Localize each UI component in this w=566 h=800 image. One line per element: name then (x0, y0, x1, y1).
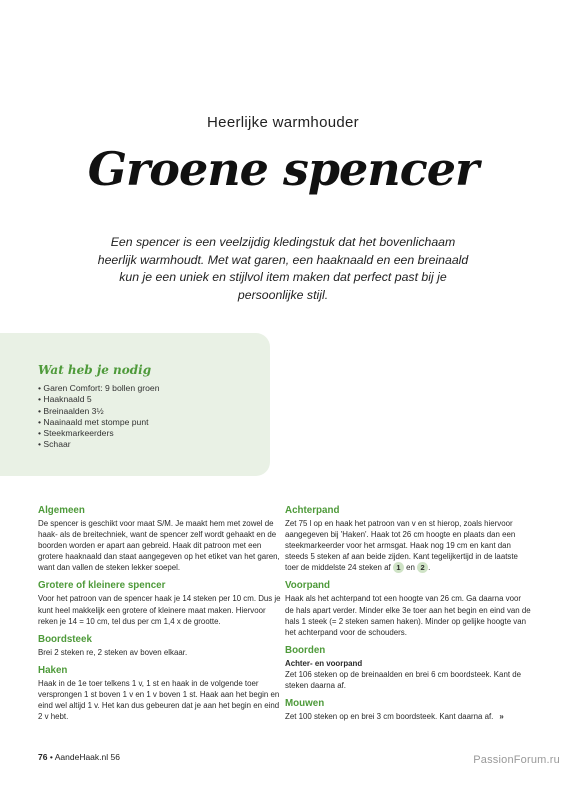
step-badge: 2 (417, 562, 428, 573)
intro-text: Een spencer is een veelzijdig kledingstuk dat het bovenlichaam heerlijk warmhoudt. Met wat garen, een haaknaald en een breinaald kun je een uniek en stijlvol item maken dat perfect past bij je persoonlijke stijl. (97, 235, 469, 302)
footer-separator: • (49, 752, 53, 762)
section-text: Haak in de 1e toer telkens 1 v, 1 st en haak in de volgende toer versprongen 1 st boven 1 v en 1 v boven 1 st. Haak aan het begin en eind wel altijd 1 v. Het kan dus gebeuren dat je aan het begin en eind 2 v hebt. (38, 678, 280, 722)
section-voorpand (285, 580, 531, 637)
section-text (285, 518, 531, 573)
page-title: Groene spencer (87, 142, 479, 196)
section-text (285, 711, 531, 722)
right-column (285, 505, 531, 729)
materials-item: • Breinaalden 3½ (38, 406, 160, 417)
section-heading: Achterpand (285, 505, 340, 516)
section-mouwen (285, 698, 531, 722)
left-column (38, 505, 282, 729)
section-text: De spencer is geschikt voor maat S/M. Je maakt hem met zowel de haak- als de breitechniek, want de spencer zelf wordt gehaakt en de boorden worden er apart aan gebreid. Haak dit patroon met een grotere haaknaald dan staat aangegeven op het etiket van het garen, want dan vallen de steken lekker soepel. (38, 519, 280, 573)
continue-arrow-icon: » (499, 712, 504, 722)
page-footer (38, 752, 120, 762)
materials-item: • Haaknaald 5 (38, 394, 160, 405)
section-subheading: Achter- en voorpand (285, 658, 363, 668)
section-haken (38, 665, 282, 722)
materials-panel (0, 333, 270, 476)
section-text: Haak als het achterpand tot een hoogte van 26 cm. Ga daarna voor de hals apart verder. Minder elke 3e toer aan het begin en eind van de hals 1 steek (= 2 steken samen haken). Minder op gelijke hoogte van het achterpand voor de schouders. (285, 594, 531, 637)
section-heading: Voorpand (285, 580, 330, 592)
page-number: 76 (38, 752, 48, 762)
section-achterpand (285, 505, 531, 573)
badge-joiner: en (406, 563, 415, 573)
materials-item: • Garen Comfort: 9 bollen groen (38, 383, 160, 394)
section-heading: Grotere of kleinere spencer (38, 580, 166, 592)
materials-item: • Naainaald met stompe punt (38, 417, 160, 428)
materials-title: Wat heb je nodig (38, 363, 152, 377)
materials-item: • Steekmarkeerders (38, 428, 160, 439)
section-text: Voor het patroon van de spencer haak je 14 steken per 10 cm. Dus je kunt heel makkelijk een grotere of kleinere maat maken. Hiervoor reken je 14 = 10 cm, tel dus per cm 1,4 x de grootte. (38, 594, 281, 626)
watermark: PassionForum.ru (473, 754, 560, 766)
section-heading: Mouwen (285, 698, 325, 710)
section-algemeen (38, 505, 282, 573)
materials-item: • Schaar (38, 439, 160, 450)
section-heading: Boordsteek (38, 633, 92, 645)
section-grotere (38, 580, 282, 626)
section-text-end: . (428, 563, 431, 573)
section-heading: Boorden (285, 644, 326, 656)
section-boorden (285, 645, 531, 691)
kicker: Heerlijke warmhouder (207, 114, 359, 131)
section-boordsteek (38, 634, 282, 658)
section-text-body: Zet 100 steken op en brei 3 cm boordsteek. Kant daarna af. (285, 712, 494, 722)
section-heading: Haken (38, 664, 68, 676)
step-badge: 1 (393, 562, 404, 573)
section-heading: Algemeen (38, 505, 85, 516)
section-text-body: Zet 75 l op en haak het patroon van v en st hierop, zoals hiervoor aangegeven bij 'Haken'. Haak tot 26 cm hoogte en plaats dan een steekmarkeerder voor het armsgat. Haak nog 19 cm en kant dan steeds 5 steken af aan beide zijden. Kant tegelijkertijd in de laatste toer de middelste 24 steken af (285, 519, 518, 573)
materials-list (38, 383, 160, 451)
section-text: Zet 106 steken op de breinaalden en brei 6 cm boordsteek. Kant de steken daarna af. (285, 669, 521, 691)
footer-source: AandeHaak.nl 56 (54, 752, 120, 762)
section-text: Brei 2 steken re, 2 steken av boven elkaar. (38, 647, 188, 657)
